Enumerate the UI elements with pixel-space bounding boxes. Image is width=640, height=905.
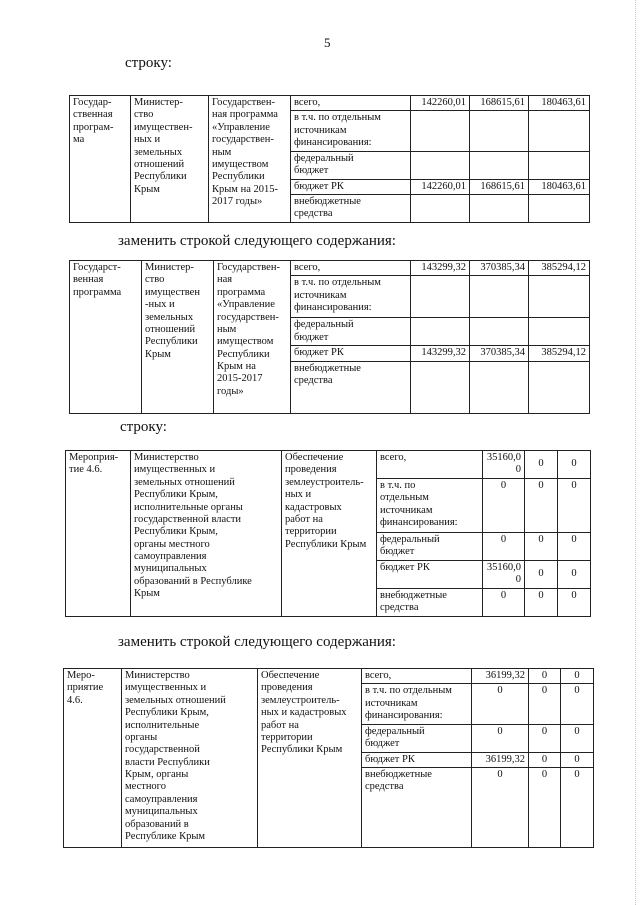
cell-value: 0 <box>483 479 525 533</box>
cell-value: 0 <box>561 767 594 847</box>
cell-source: всего, <box>377 451 483 479</box>
cell-value: 168615,61 <box>470 96 529 111</box>
cell-value <box>411 151 470 179</box>
cell-source: федеральный бюджет <box>377 533 483 561</box>
cell-type: Государст- венная программа <box>70 261 142 414</box>
cell-source: федеральный бюджет <box>362 724 472 752</box>
cell-value <box>470 276 529 318</box>
cell-value: 0 <box>529 669 561 684</box>
cell-value: 0 <box>561 684 594 724</box>
cell-title: Обеспечение проведения землеустроитель- ных и кадастровых работ на территории Республики Крым <box>282 451 377 617</box>
cell-value: 35160,0 0 <box>483 451 525 479</box>
cell-value: 180463,61 <box>529 179 590 194</box>
cell-value: 0 <box>561 752 594 767</box>
cell-source: всего, <box>291 96 411 111</box>
cell-value: 0 <box>472 684 529 724</box>
cell-value: 0 <box>483 533 525 561</box>
cell-source: в т.ч. по отдельным источникам финансирования: <box>291 276 411 318</box>
cell-source: внебюджетные средства <box>291 361 411 413</box>
cell-value: 0 <box>558 533 591 561</box>
cell-value: 0 <box>558 479 591 533</box>
cell-value <box>470 361 529 413</box>
cell-value: 385294,12 <box>529 261 590 276</box>
cell-source: внебюджетные средства <box>362 767 472 847</box>
cell-value: 0 <box>472 724 529 752</box>
cell-value: 0 <box>529 767 561 847</box>
cell-value: 142260,01 <box>411 96 470 111</box>
cell-value <box>529 361 590 413</box>
cell-value: 0 <box>561 669 594 684</box>
cell-executor: Министер- ство имуществен -ных и земельных отношений Республики Крым <box>142 261 214 414</box>
label-replace-1: заменить строкой следующего содержания: <box>118 233 396 249</box>
cell-value <box>470 111 529 151</box>
cell-type: Государ- ственная програм- ма <box>70 96 131 223</box>
cell-value: 180463,61 <box>529 96 590 111</box>
cell-value: 0 <box>529 752 561 767</box>
cell-value <box>411 194 470 222</box>
cell-value <box>411 361 470 413</box>
cell-value: 168615,61 <box>470 179 529 194</box>
cell-source: бюджет РК <box>362 752 472 767</box>
table-row <box>70 96 590 111</box>
cell-title: Обеспечение проведения землеустроитель- ных и кадастровых работ на территории Республики Крым <box>258 669 362 848</box>
cell-value: 143299,32 <box>411 346 470 361</box>
cell-source: внебюджетные средства <box>291 194 411 222</box>
cell-executor: Министер- ство имуществен- ных и земельных отношений Республики Крым <box>131 96 209 223</box>
cell-value: 0 <box>558 451 591 479</box>
cell-value <box>529 151 590 179</box>
cell-title: Государствен- ная программа «Управление государствен- ным имуществом Республики Крым на 2015-2017 годы» <box>214 261 291 414</box>
label-stroku-2: строку: <box>120 419 167 435</box>
cell-source: внебюджетные средства <box>377 589 483 617</box>
label-replace-2: заменить строкой следующего содержания: <box>118 634 396 650</box>
cell-value: 0 <box>483 589 525 617</box>
table-original-measure <box>65 450 591 617</box>
cell-value: 0 <box>558 589 591 617</box>
table-original-program <box>69 95 590 223</box>
table-row <box>64 669 594 684</box>
cell-value: 0 <box>525 479 558 533</box>
cell-executor: Министерство имущественных и земельных отношений Республики Крым, исполнительные органы государственной власти Республики Крым, органы местного самоуправления муниципальных образований в Республике Крым <box>122 669 258 848</box>
table-new-measure <box>63 668 594 848</box>
cell-value <box>529 111 590 151</box>
cell-source: в т.ч. по отдельным источникам финансирования: <box>291 111 411 151</box>
page-edge <box>634 0 636 905</box>
cell-source: федеральный бюджет <box>291 151 411 179</box>
cell-source: в т.ч. по отдельным источникам финансирования: <box>362 684 472 724</box>
cell-source: всего, <box>362 669 472 684</box>
cell-value <box>470 318 529 346</box>
cell-value: 0 <box>525 451 558 479</box>
cell-source: федеральный бюджет <box>291 318 411 346</box>
cell-value: 0 <box>525 561 558 589</box>
cell-value: 0 <box>529 684 561 724</box>
cell-value <box>470 194 529 222</box>
cell-value: 36199,32 <box>472 752 529 767</box>
cell-value <box>529 194 590 222</box>
cell-value <box>529 276 590 318</box>
cell-value <box>411 318 470 346</box>
cell-value: 143299,32 <box>411 261 470 276</box>
cell-value: 0 <box>525 589 558 617</box>
cell-value: 385294,12 <box>529 346 590 361</box>
cell-source: бюджет РК <box>291 179 411 194</box>
cell-value: 370385,34 <box>470 346 529 361</box>
cell-source: всего, <box>291 261 411 276</box>
table-new-program <box>69 260 590 414</box>
cell-value: 0 <box>558 561 591 589</box>
cell-value <box>529 318 590 346</box>
cell-type: Меро- приятие 4.6. <box>64 669 122 848</box>
cell-value: 0 <box>529 724 561 752</box>
label-stroku-1: строку: <box>125 55 172 71</box>
cell-value <box>411 111 470 151</box>
cell-value: 0 <box>525 533 558 561</box>
table-row <box>70 261 590 276</box>
table-row <box>66 451 591 479</box>
cell-value: 36199,32 <box>472 669 529 684</box>
cell-source: в т.ч. по отдельным источникам финансирования: <box>377 479 483 533</box>
page-number: 5 <box>324 35 331 50</box>
cell-source: бюджет РК <box>291 346 411 361</box>
cell-value: 0 <box>472 767 529 847</box>
cell-title: Государствен- ная программа «Управление государствен- ным имуществом Республики Крым на 2015- 2017 годы» <box>209 96 291 223</box>
cell-value: 35160,0 0 <box>483 561 525 589</box>
cell-type: Мероприя- тие 4.6. <box>66 451 131 617</box>
cell-value <box>411 276 470 318</box>
cell-value: 370385,34 <box>470 261 529 276</box>
cell-value <box>470 151 529 179</box>
cell-executor: Министерство имущественных и земельных отношений Республики Крым, исполнительные органы государственной власти Республики Крым, органы местного самоуправления муниципальных образований в Республике Крым <box>131 451 282 617</box>
cell-source: бюджет РК <box>377 561 483 589</box>
cell-value: 142260,01 <box>411 179 470 194</box>
cell-value: 0 <box>561 724 594 752</box>
